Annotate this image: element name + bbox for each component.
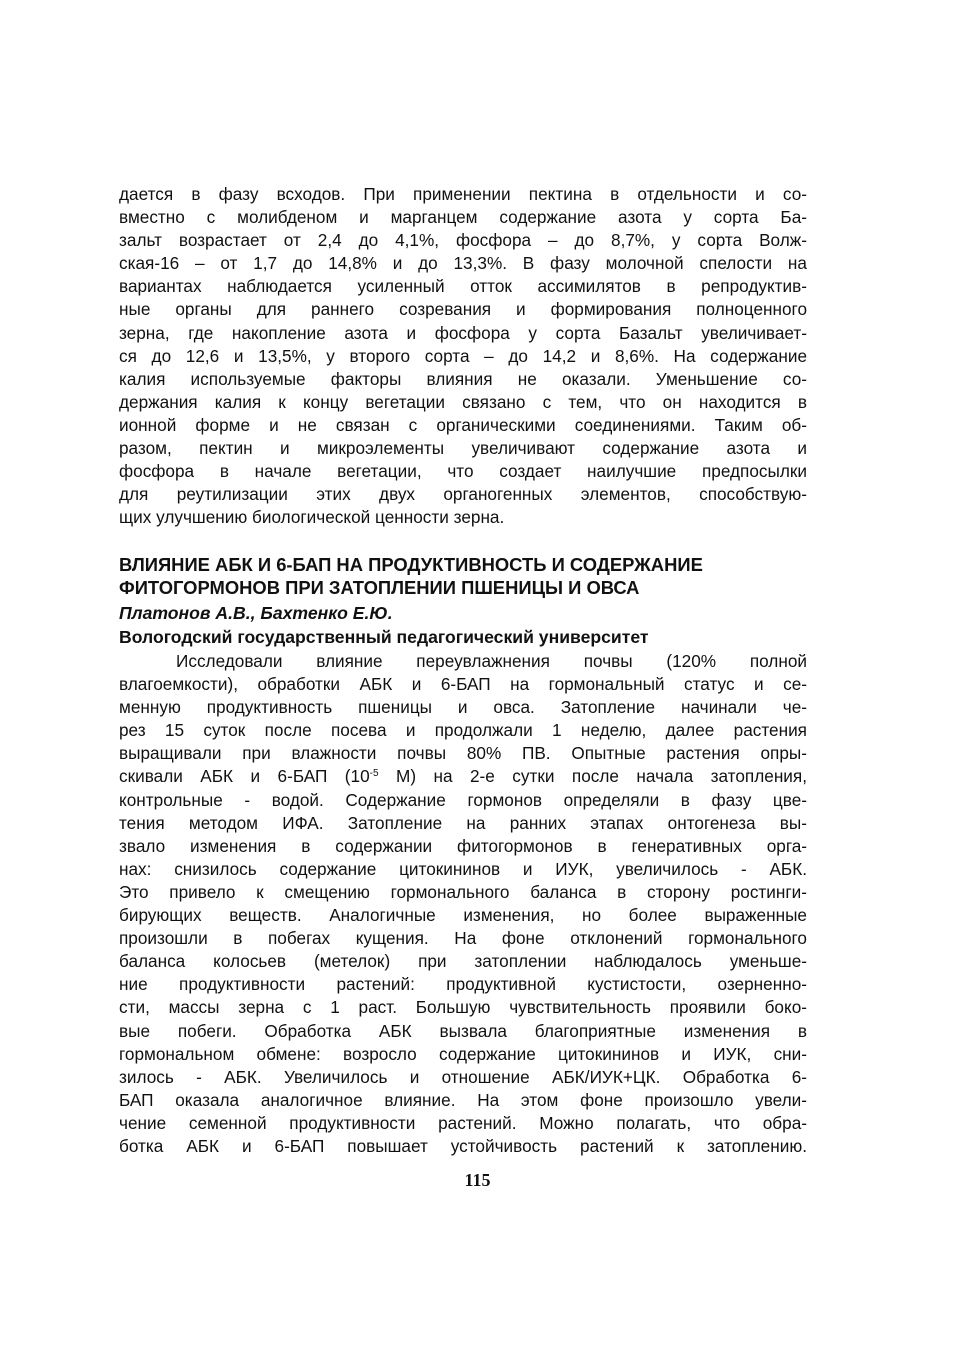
text-line: тения методом ИФА. Затопление на ранних этапах онтогенеза вы- <box>119 812 807 833</box>
text-line: Это привело к смещению гормонального баланса в сторону ростинги- <box>119 881 807 902</box>
text-line: рез 15 суток после посева и продолжали 1 неделю, далее растения <box>119 720 807 741</box>
text-line: Исследовали влияние переувлажнения почвы (120% полной <box>176 651 807 671</box>
previous-article-text <box>119 183 807 529</box>
text-line: для реутилизации этих двух органогенных элементов, способствую- <box>119 484 807 505</box>
title-line: ФИТОГОРМОНОВ ПРИ ЗАТОПЛЕНИИ ПШЕНИЦЫ И ОВСА <box>119 577 640 599</box>
text-line: выращивали при влажности почвы 80% ПВ. Опытные растения опры- <box>119 743 807 764</box>
text-line: ская-16 – от 1,7 до 14,8% и до 13,3%. В фазу молочной спелости на <box>119 253 807 274</box>
text-line: нах: снизилось содержание цитокининов и ИУК, увеличилось - АБК. <box>119 858 807 879</box>
text-line: дается в фазу всходов. При применении пектина в отдельности и со- <box>119 184 807 204</box>
text-line: сти, массы зерна с 1 раст. Большую чувствительность проявили боко- <box>119 997 807 1018</box>
text-line: вместно с молибденом и марганцем содержание азота у сорта Ба- <box>119 207 807 228</box>
text-line: зилось - АБК. Увеличилось и отношение АБК/ИУК+ЦК. Обработка 6- <box>119 1066 807 1087</box>
text-line: звало изменения в содержании фитогормонов в генеративных орга- <box>119 835 807 856</box>
text-line: ионной форме и не связан с органическими соединениями. Таким об- <box>119 414 807 435</box>
text-line: контрольные - водой. Содержание гормонов определяли в фазу цве- <box>119 789 807 810</box>
text-line: чение семенной продуктивности растений. Можно полагать, что обра- <box>119 1112 807 1133</box>
abstract-text <box>119 650 807 1158</box>
article-title <box>119 553 819 599</box>
text-line: держания калия к концу вегетации связано с тем, что он находится в <box>119 391 807 412</box>
text-line: ние продуктивности растений: продуктивной кустистости, озерненно- <box>119 974 807 995</box>
text-line: вые побеги. Обработка АБК вызвала благоприятные изменения в <box>119 1020 807 1041</box>
text-line: бирующих веществ. Аналогичные изменения, но более выраженные <box>119 905 807 926</box>
text-line: влагоемкости), обработки АБК и 6-БАП на гормональный статус и се- <box>119 674 807 695</box>
page-number: 115 <box>464 1170 491 1190</box>
text-line: зальт возрастает от 2,4 до 4,1%, фосфора – до 8,7%, у сорта Волж- <box>119 230 807 251</box>
text-line: менную продуктивность пшеницы и овса. Затопление начинали че- <box>119 697 807 718</box>
article-affiliation: Вологодский государственный педагогический университет <box>119 627 649 647</box>
text-line: калия используемые факторы влияния не оказали. Уменьшение со- <box>119 368 807 389</box>
text-line: разом, пектин и микроэлементы увеличивают содержание азота и <box>119 438 807 459</box>
text-line: зерна, где накопление азота и фосфора у сорта Базальт увеличивает- <box>119 322 807 343</box>
text-line: щих улучшению биологической ценности зерна. <box>119 507 505 528</box>
text-line: ся до 12,6 и 13,5%, у второго сорта – до 14,2 и 8,6%. На содержание <box>119 345 807 366</box>
text-line: фосфора в начале вегетации, что создает наилучшие предпосылки <box>119 461 807 482</box>
text-line: БАП оказала аналогичное влияние. На этом фоне произошло увели- <box>119 1089 807 1110</box>
text-line: произошли в побегах кущения. На фоне отклонений гормонального <box>119 928 807 949</box>
text-line: вариантах наблюдается усиленный отток ассимилятов в репродуктив- <box>119 276 807 297</box>
superscript-line-after: М) на 2-е сутки после начала затопления, <box>378 766 807 787</box>
text-line-with-superscript <box>119 765 807 788</box>
text-line: гормональном обмене: возросло содержание цитокининов и ИУК, сни- <box>119 1043 807 1064</box>
article-authors: Платонов А.В., Бахтенко Е.Ю. <box>119 603 393 623</box>
text-line: ные органы для раннего созревания и формирования полноценного <box>119 299 807 320</box>
superscript-line-before: скивали АБК и 6-БАП (10 <box>119 766 370 787</box>
title-line: ВЛИЯНИЕ АБК И 6-БАП НА ПРОДУКТИВНОСТЬ И СОДЕРЖАНИЕ <box>119 554 703 575</box>
superscript-exponent: -5 <box>369 768 379 780</box>
text-line: ботка АБК и 6-БАП повышает устойчивость растений к затоплению. <box>119 1135 807 1156</box>
text-line: баланса колосьев (метелок) при затоплении наблюдалось уменьше- <box>119 951 807 972</box>
